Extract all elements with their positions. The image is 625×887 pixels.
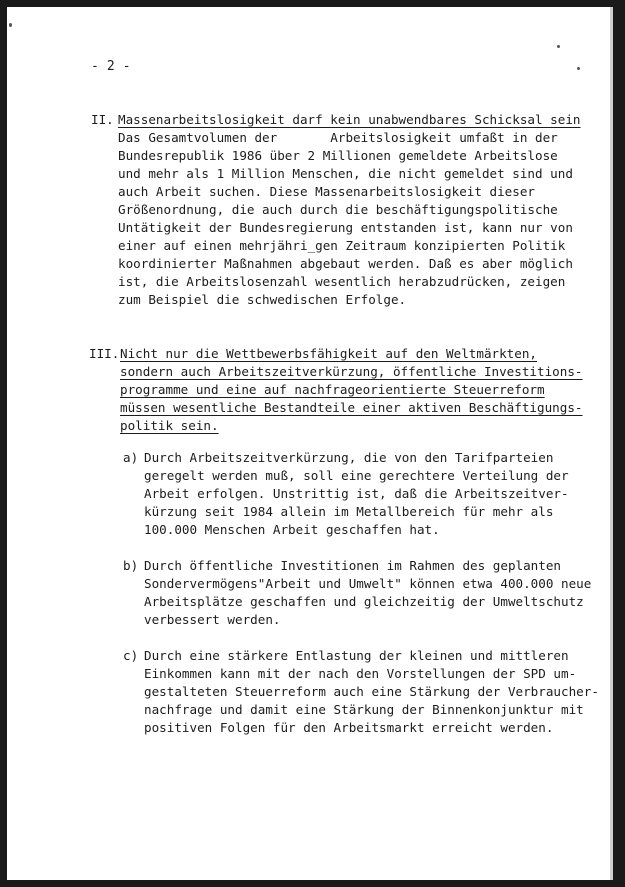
list-item-line: Arbeitsplätze geschaffen und gleichzeitig der Umweltschutz: [144, 594, 584, 609]
page-number: - 2 -: [91, 59, 131, 74]
scan-speck: [557, 45, 560, 48]
list-item-line: Durch öffentliche Investitionen im Rahmen des geplanten: [144, 558, 562, 573]
section-ii-line: ist, die Arbeitslosenzahl wesentlich herabzudrücken, zeigen: [118, 274, 566, 289]
section-ii-numeral: II.: [91, 112, 114, 127]
list-item-line: geregelt werden muß, soll eine gerechtere Verteilung der: [144, 468, 569, 483]
list-item-line: nachfrage und damit eine Stärkung der Binnenkonjunktur mit: [144, 702, 584, 717]
list-item-line: Sondervermögens"Arbeit und Umwelt" können etwa 400.000 neue: [144, 576, 592, 591]
document-page: [7, 7, 613, 880]
list-item-line: 100.000 Menschen Arbeit geschaffen hat.: [144, 522, 440, 537]
list-item-line: verbessert werden.: [144, 612, 281, 627]
list-item-label: a): [123, 450, 139, 465]
section-iii-numeral: III.: [89, 346, 120, 361]
section-iii-heading-line: müssen wesentliche Bestandteile einer aktiven Beschäftigungs-: [120, 400, 583, 415]
section-iii-heading-line: programme und eine auf nachfrageorientierte Steuerreform: [120, 382, 545, 397]
scan-speck: [9, 23, 12, 27]
list-item-line: Durch Arbeitszeitverkürzung, die von den Tarifparteien: [144, 450, 554, 465]
list-item-line: positiven Folgen für den Arbeitsmarkt erreicht werden.: [144, 720, 554, 735]
section-ii-line: und mehr als 1 Million Menschen, die nicht gemeldet sind und: [118, 166, 573, 181]
section-ii-heading: Massenarbeitslosigkeit darf kein unabwendbares Schicksal sein: [118, 112, 581, 127]
section-ii-line: einer auf einen mehrjähri_gen Zeitraum konzipierten Politik: [118, 238, 566, 253]
list-item-line: kürzung seit 1984 allein im Metallbereich für mehr als: [144, 504, 554, 519]
section-iii-heading-line: sondern auch Arbeitszeitverkürzung, öffentliche Investitions-: [120, 364, 583, 379]
list-item-line: Einkommen kann mit der nach den Vorstellungen der SPD um-: [144, 666, 577, 681]
section-iii-heading-line: Nicht nur die Wettbewerbsfähigkeit auf den Weltmärkten,: [120, 346, 538, 361]
section-ii-line: auch Arbeit suchen. Diese Massenarbeitslosigkeit dieser: [118, 184, 536, 199]
section-ii-line: Untätigkeit der Bundesregierung entstanden ist, kann nur von: [118, 220, 573, 235]
section-ii-line: Bundesrepublik 1986 über 2 Millionen gemeldete Arbeitslose: [118, 148, 558, 163]
list-item-label: b): [123, 558, 139, 573]
section-ii-line: zum Beispiel die schwedischen Erfolge.: [118, 292, 407, 307]
section-iii-heading-line: politik sein.: [120, 418, 219, 433]
list-item-line: Durch eine stärkere Entlastung der kleinen und mittleren: [144, 648, 569, 663]
section-ii-line: Größenordnung, die auch durch die beschäftigungspolitische: [118, 202, 558, 217]
section-ii-line: Das Gesamtvolumen der Arbeitslosigkeit umfaßt in der: [118, 130, 558, 145]
section-ii-line: koordinierter Maßnahmen abgebaut werden. Daß es aber möglich: [118, 256, 573, 271]
scan-speck: [577, 67, 580, 70]
list-item-label: c): [123, 648, 139, 663]
list-item-line: Arbeit erfolgen. Unstrittig ist, daß die Arbeitszeitver-: [144, 486, 569, 501]
list-item-line: gestalteten Steuerreform auch eine Stärkung der Verbraucher-: [144, 684, 599, 699]
